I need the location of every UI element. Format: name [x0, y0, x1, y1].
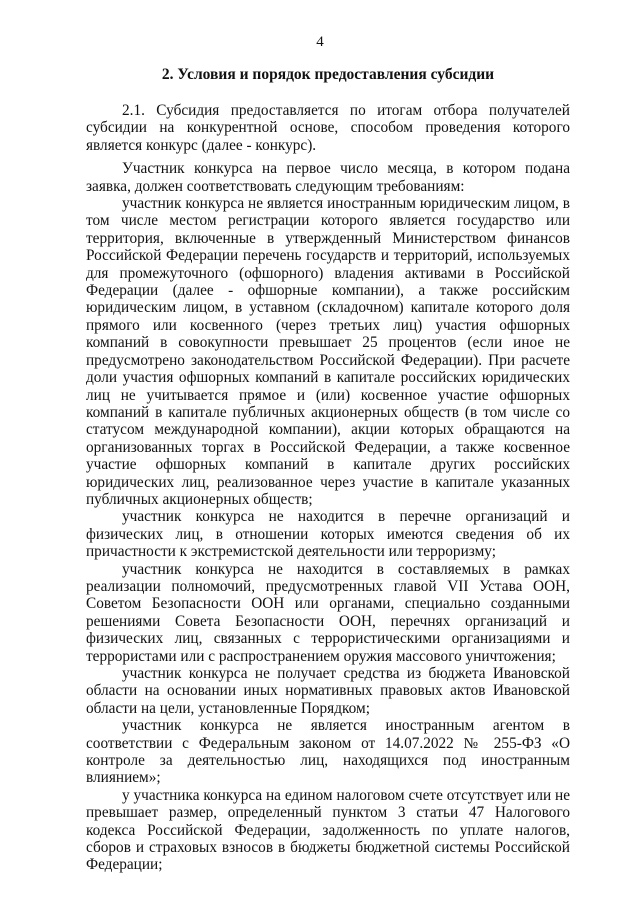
paragraph-2-1: 2.1. Субсидия предоставляется по итогам отбора получателей субсидии на конкурентной основе, способом проведения которого является конкурс (далее - конкурс). [86, 102, 570, 154]
paragraph-offshore-requirement: участник конкурса не является иностранным юридическим лицом, в том числе местом регистрации которого является государство или территория, включенные в утвержденный Министерством финансов Российской Федерации перечень государств и территорий, используемых для промежуточного (офшорного) владения активами в Российской Федерации (далее - офшорные компании), а также российским юридическим лицом, в уставном (складочном) капитале которого доля прямого или косвенного (через третьих лиц) участия офшорных компаний в совокупности превышает 25 процентов (если иное не предусмотрено законодательством Российской Федерации). При расчете доли участия офшорных компаний в капитале российских юридических лиц не учитывается прямое и (или) косвенное участие офшорных компаний в капитале публичных акционерных обществ (в том числе со статусом международной компании), акции которых обращаются на организованных торгах в Российской Федерации, а также косвенное участие офшорных компаний в капитале других российских юридических лиц, реализованное через участие в капитале указанных публичных акционерных обществ; [86, 195, 570, 508]
paragraph-requirements-intro: Участник конкурса на первое число месяца, в котором подана заявка, должен соответствовать следующим требованиям: [86, 160, 570, 195]
document-body [86, 102, 570, 874]
paragraph-extremism-requirement: участник конкурса не находится в перечне организаций и физических лиц, в отношении которых имеются сведения об их причастности к экстремистской деятельности или терроризму; [86, 508, 570, 561]
paragraph-tax-debt-requirement: у участника конкурса на едином налоговом счете отсутствует или не превышает размер, определенный пунктом 3 статьи 47 Налогового кодекса Российской Федерации, задолженность по уплате налогов, сборов и страховых взносов в бюджеты бюджетной системы Российской Федерации; [86, 786, 570, 874]
paragraph-un-sanctions-requirement: участник конкурса не находится в составляемых в рамках реализации полномочий, предусмотренных главой VII Устава ООН, Советом Безопасности ООН или органами, специально созданными решениями Совета Безопасности ООН, перечнях организаций и физических лиц, связанных с террористическими организациями и террористами или с распространением оружия массового уничтожения; [86, 560, 570, 665]
page-number: 4 [316, 34, 324, 50]
paragraph-budget-funds-requirement: участник конкурса не получает средства из бюджета Ивановской области на основании иных нормативных правовых актов Ивановской области на цели, установленные Порядком; [86, 665, 570, 717]
section-title: 2. Условия и порядок предоставления субсидии [161, 66, 495, 83]
paragraph-foreign-agent-requirement: участник конкурса не является иностранным агентом в соответствии с Федеральным законом от 14.07.2022 № 255-ФЗ «О контроле за деятельностью лиц, находящихся под иностранным влиянием»; [86, 717, 570, 787]
